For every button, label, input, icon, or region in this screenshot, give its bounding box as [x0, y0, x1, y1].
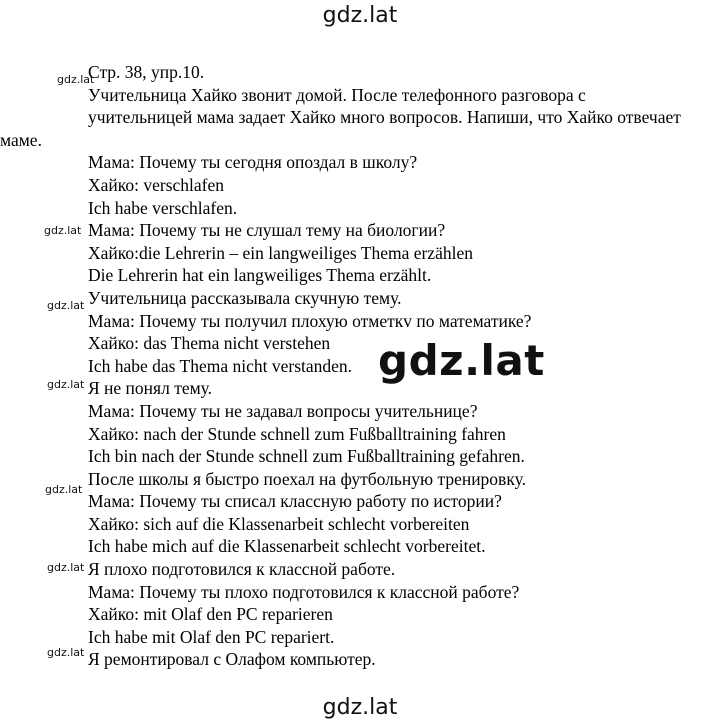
exercise-heading: Стр. 38, упр.10.: [88, 62, 205, 82]
dialogue-line: Мама: Почему ты списал классную работу по истории?: [88, 491, 502, 512]
dialogue-line: Мама: Почему ты плохо подготовился к классной работе?: [88, 581, 520, 602]
dialogue-line: Ich habe verschlafen.: [88, 197, 238, 218]
intro-line: маме.: [0, 129, 42, 150]
dialogue-line: Я ремонтировал с Олафом компьютер.: [88, 649, 376, 670]
dialogue-line: После школы я быстро поехал на футбольную тренировку.: [88, 468, 526, 489]
watermark-top: gdz.lat: [322, 3, 398, 28]
intro-line: Учительница Хайко звонит домой. После телефонного разговора с: [88, 84, 586, 105]
dialogue-line: Я не понял тему.: [88, 378, 213, 399]
watermark-margin: gdz.lat: [47, 299, 85, 312]
dialogue-line: Ich habe mich auf die Klassenarbeit schlecht vorbereitet.: [88, 536, 486, 557]
dialogue-line: Мама: Почему ты получил плохую отметкv по математике?: [88, 310, 532, 331]
dialogue-line: Хайко: verschlafen: [88, 174, 225, 195]
dialogue-line: Учительница рассказывала скучную тему.: [88, 287, 402, 308]
dialogue-line: Хайко:die Lehrerin – ein langweiliges Thema erzählen: [88, 242, 473, 263]
watermark-margin: gdz.lat: [47, 646, 85, 659]
watermark-center: gdz.lat: [378, 336, 545, 385]
intro-line: учительницей мама задает Хайко много вопросов. Напиши, что Хайко отвечает: [88, 107, 681, 128]
watermark-margin: gdz.lat: [47, 561, 85, 574]
dialogue-line: Хайко: das Thema nicht verstehen: [88, 333, 331, 354]
dialogue-line: Мама: Почему ты не задавал вопросы учительнице?: [88, 400, 478, 421]
dialogue-line: Ich bin nach der Stunde schnell zum Fußballtraining gefahren.: [88, 446, 525, 467]
dialogue-line: Я плохо подготовился к классной работе.: [88, 559, 396, 580]
dialogue-line: Хайко: sich auf die Klassenarbeit schlecht vorbereiten: [88, 513, 470, 534]
dialogue-line: Хайко: mit Olaf den PC reparieren: [88, 604, 333, 625]
dialogue-line: Die Lehrerin hat ein langweiliges Thema erzählt.: [88, 265, 432, 286]
watermark-margin: gdz.lat: [47, 378, 85, 391]
dialogue-line: Ich habe das Thema nicht verstanden.: [88, 355, 353, 376]
dialogue-line: Мама: Почему ты сегодня опоздал в школу?: [88, 152, 418, 173]
dialogue-line: Мама: Почему ты не слушал тему на биологии?: [88, 220, 446, 241]
dialogue-line: Хайко: nach der Stunde schnell zum Fußballtraining fahren: [88, 423, 506, 444]
watermark-margin: gdz.lat: [44, 224, 82, 237]
dialogue-line: Ich habe mit Olaf den PC repariert.: [88, 626, 335, 647]
watermark-margin: gdz.lat: [57, 73, 95, 86]
watermark-bottom: gdz.lat: [322, 695, 398, 720]
watermark-margin: gdz.lat: [45, 483, 83, 496]
